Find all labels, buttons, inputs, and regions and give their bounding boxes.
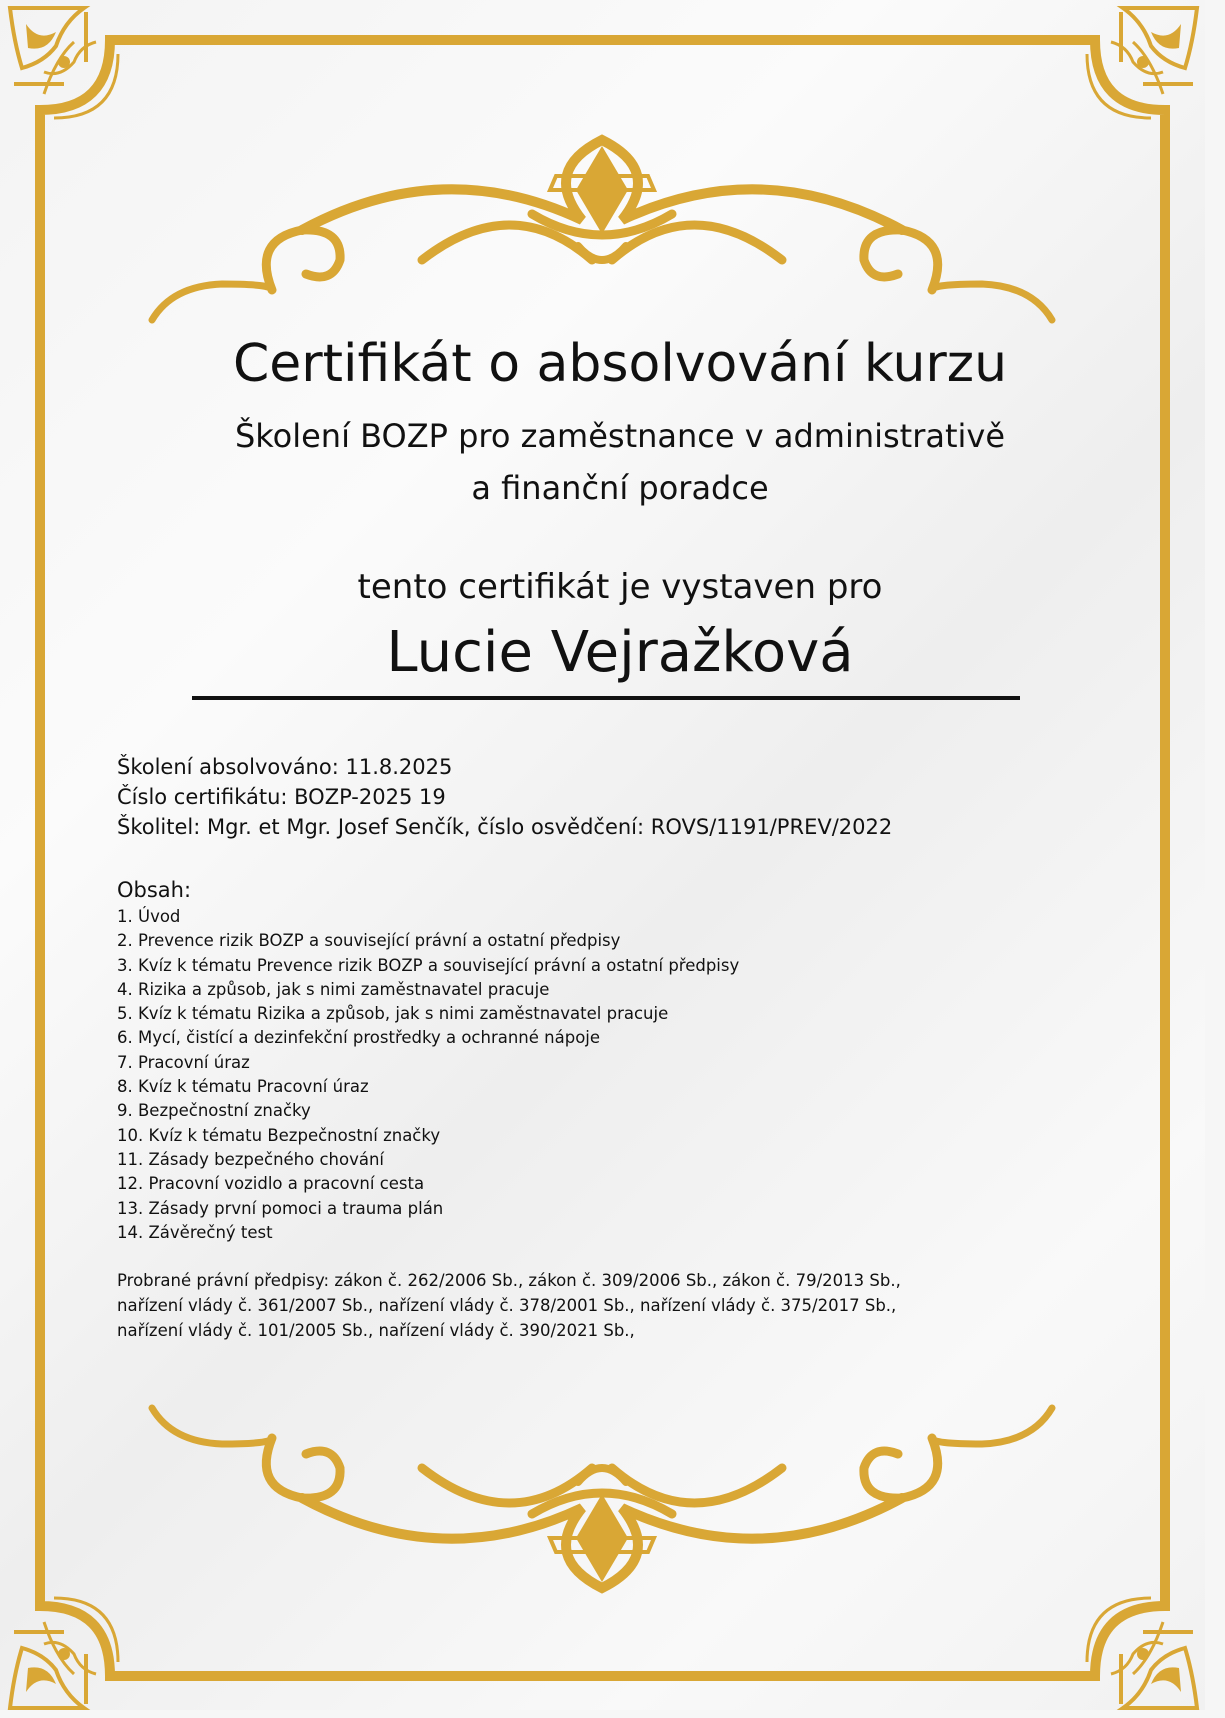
course-contents [117,875,739,1245]
recipient-name: Lucie Vejražková [386,620,854,685]
contents-item: 12. Pracovní vozidlo a pracovní cesta [117,1174,425,1194]
contents-item: 9. Bezpečnostní značky [117,1101,311,1121]
top-flourish [152,140,1052,320]
contents-item: 2. Prevence rizik BOZP a související právní a ostatní předpisy [117,931,621,951]
contents-item: 11. Zásady bezpečného chování [117,1149,385,1169]
contents-item: 8. Kvíz k tématu Pracovní úraz [117,1077,369,1097]
contents-item: 7. Pracovní úraz [117,1052,250,1072]
completion-date: Školení absolvováno: 11.8.2025 [117,755,453,779]
certificate-title: Certifikát o absolvování kurzu [232,334,1008,394]
course-name-line-1: Školení BOZP pro zaměstnance v administrativě [234,417,1006,455]
contents-list [117,905,739,1245]
contents-item: 10. Kvíz k tématu Bezpečnostní značky [117,1125,441,1145]
trainer-info: Školitel: Mgr. et Mgr. Josef Senčík, číslo osvědčení: ROVS/1191/PREV/2022 [117,815,893,839]
corner-ornament-bottom-left [10,1622,96,1708]
corner-ornament-bottom-right [1111,1622,1197,1708]
corner-ornament-top-right [1111,8,1197,94]
contents-heading: Obsah: [117,878,192,902]
certificate-number: Číslo certifikátu: BOZP-2025 19 [117,785,446,809]
course-name-line-2: a finanční poradce [471,469,769,507]
legal-line-3: nařízení vlády č. 101/2005 Sb., nařízení vlády č. 390/2021 Sb., [117,1321,635,1340]
course-name [150,410,1090,514]
contents-item: 5. Kvíz k tématu Rizika a způsob, jak s nimi zaměstnavatel pracuje [117,1004,669,1024]
legal-line-1: Probrané právní předpisy: zákon č. 262/2006 Sb., zákon č. 309/2006 Sb., zákon č. 79/2013 Sb., [117,1271,901,1290]
contents-item: 4. Rizika a způsob, jak s nimi zaměstnavatel pracuje [117,979,550,999]
legal-regulations [117,1268,957,1343]
corner-ornament-top-left [10,8,96,94]
contents-item: 6. Mycí, čistící a dezinfekční prostředky a ochranné nápoje [117,1028,601,1048]
bottom-flourish [152,1408,1052,1588]
certificate-details [117,752,892,842]
contents-item: 14. Závěrečný test [117,1222,273,1242]
contents-item: 1. Úvod [117,907,181,926]
contents-item: 3. Kvíz k tématu Prevence rizik BOZP a související právní a ostatní předpisy [117,955,740,975]
contents-item: 13. Zásady první pomoci a trauma plán [117,1198,444,1218]
name-underline [192,696,1020,700]
issued-for-text: tento certifikát je vystaven pro [357,567,883,607]
legal-line-2: nařízení vlády č. 361/2007 Sb., nařízení vlády č. 378/2001 Sb., nařízení vlády č. 375/2017 Sb., [117,1296,897,1315]
